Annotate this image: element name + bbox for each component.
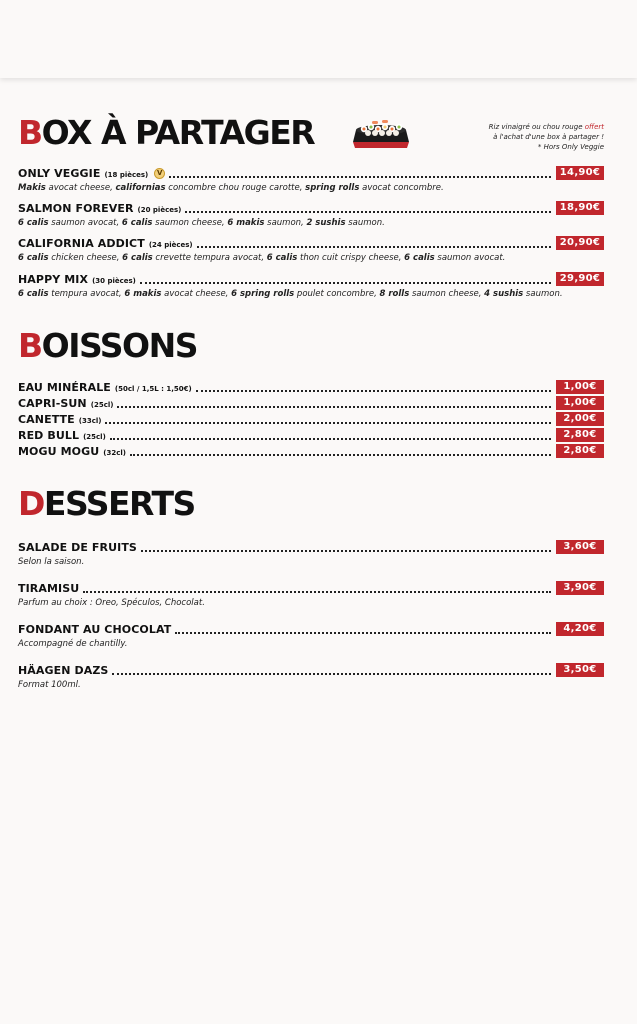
item-price: 2,80€ xyxy=(556,444,604,458)
item-price: 1,00€ xyxy=(556,396,604,410)
dot-leader xyxy=(175,632,551,634)
item-name: HAPPY MIX xyxy=(18,273,89,286)
dot-leader xyxy=(141,550,551,552)
item-name: CANETTE xyxy=(18,413,75,426)
veggie-badge-icon: V xyxy=(154,168,165,179)
item-name: TIRAMISU xyxy=(18,582,80,595)
menu-item-happy-mix xyxy=(18,272,604,299)
item-description: Parfum au choix : Oreo, Spéculos, Chocolat. xyxy=(18,598,205,608)
item-price: 3,90€ xyxy=(556,581,604,595)
dot-leader xyxy=(105,422,551,424)
item-quantity: (24 pièces) xyxy=(148,241,193,249)
item-price: 18,90€ xyxy=(556,201,604,215)
dot-leader xyxy=(83,591,551,593)
menu-item-mogu-mogu xyxy=(18,444,604,458)
menu-item-only-veggie xyxy=(18,166,604,193)
menu-item-salade-de-fruits xyxy=(18,540,604,567)
item-quantity: (20 pièces) xyxy=(137,206,182,214)
menu-item-tiramisu xyxy=(18,581,604,608)
item-price: 14,90€ xyxy=(556,166,604,180)
item-name: ONLY VEGGIE xyxy=(18,167,101,180)
item-name: CALIFORNIA ADDICT xyxy=(18,237,145,250)
dot-leader xyxy=(196,390,551,392)
item-name: MOGU MOGU xyxy=(18,445,100,458)
dot-leader xyxy=(185,211,551,213)
item-price: 2,00€ xyxy=(556,412,604,426)
item-description: Makis avocat cheese, californias concombre chou rouge carotte, spring rolls avocat concombre. xyxy=(18,183,444,193)
top-header-bar xyxy=(0,0,637,78)
dot-leader xyxy=(140,282,551,284)
dot-leader xyxy=(117,406,551,408)
section-title-desserts: DESSERTS xyxy=(18,484,195,523)
item-price: 3,60€ xyxy=(556,540,604,554)
item-price: 3,50€ xyxy=(556,663,604,677)
menu-item-canette xyxy=(18,412,604,426)
item-name: SALMON FOREVER xyxy=(18,202,134,215)
item-name: SALADE DE FRUITS xyxy=(18,541,137,554)
item-name: EAU MINÉRALE xyxy=(18,381,111,394)
item-quantity: (32cl) xyxy=(103,449,126,457)
item-quantity: (50cl / 1,5L : 1,50€) xyxy=(114,385,192,393)
item-name: CAPRI-SUN xyxy=(18,397,87,410)
menu-item-capri-sun xyxy=(18,396,604,410)
item-description: Format 100ml. xyxy=(18,680,81,690)
section-title-box: BOX À PARTAGER xyxy=(18,113,315,152)
item-price: 20,90€ xyxy=(556,236,604,250)
dot-leader xyxy=(112,673,551,675)
item-quantity: (18 pièces) xyxy=(104,171,149,179)
menu-item-fondant-au-chocolat xyxy=(18,622,604,649)
item-name: FONDANT AU CHOCOLAT xyxy=(18,623,172,636)
menu-item-salmon-forever xyxy=(18,201,604,228)
section-title-drinks: BOISSONS xyxy=(18,326,197,365)
sushi-box-tray-image xyxy=(352,112,410,152)
item-price: 2,80€ xyxy=(556,428,604,442)
item-price: 1,00€ xyxy=(556,380,604,394)
menu-item-california-addict xyxy=(18,236,604,263)
item-quantity: (30 pièces) xyxy=(92,277,136,285)
menu-item-haagen-dazs xyxy=(18,663,604,690)
item-name: RED BULL xyxy=(18,429,80,442)
item-price: 29,90€ xyxy=(556,272,604,286)
box-offer-note: Riz vinaigré ou chou rouge offert à l'achat d'une box à partager ! * Hors Only Veggie xyxy=(488,123,604,151)
item-quantity: (25cl) xyxy=(90,401,114,409)
item-description: 6 calis saumon avocat, 6 calis saumon cheese, 6 makis saumon, 2 sushis saumon. xyxy=(18,218,385,228)
item-description: 6 calis tempura avocat, 6 makis avocat cheese, 6 spring rolls poulet concombre, 8 rolls saumon cheese, 4 sushis saumon. xyxy=(18,289,563,299)
item-description: 6 calis chicken cheese, 6 calis crevette tempura avocat, 6 calis thon cuit crispy cheese, 6 calis saumon avocat. xyxy=(18,253,506,263)
dot-leader xyxy=(197,246,551,248)
item-description: Accompagné de chantilly. xyxy=(18,639,128,649)
item-quantity: (25cl) xyxy=(83,433,106,441)
menu-item-eau-minerale xyxy=(18,380,604,394)
item-price: 4,20€ xyxy=(556,622,604,636)
item-quantity: (33cl) xyxy=(78,417,102,425)
item-name: HÄAGEN DAZS xyxy=(18,664,109,677)
menu-item-red-bull xyxy=(18,428,604,442)
item-description: Selon la saison. xyxy=(18,557,85,567)
dot-leader xyxy=(169,176,551,178)
dot-leader xyxy=(110,438,551,440)
dot-leader xyxy=(130,454,551,456)
